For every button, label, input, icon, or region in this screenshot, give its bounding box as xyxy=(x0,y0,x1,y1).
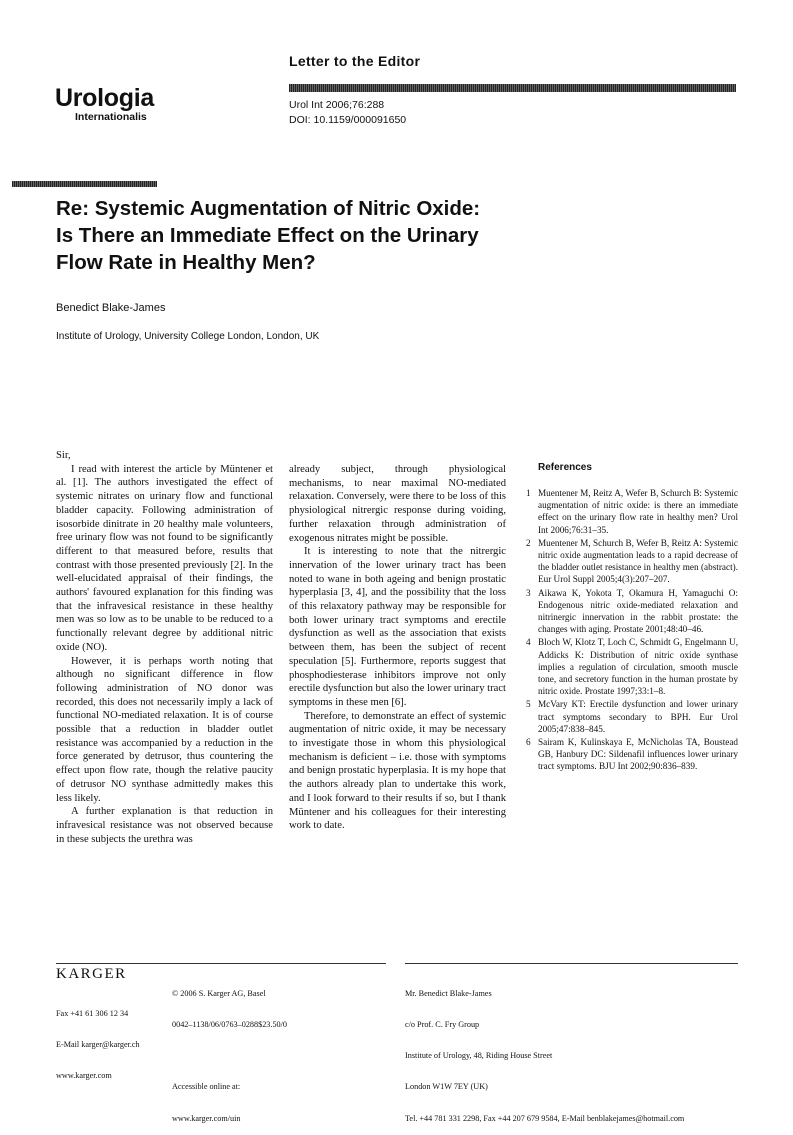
body-column-1 xyxy=(56,449,273,846)
body-paragraph: It is interesting to note that the nitrergic innervation of the lower urinary tract has been noted to wane in both ageing and benign prostatic hyperplasia [3, 4], and the possibility that the loss of this relaxatory pathway may be responsible for both lower urinary tract symptoms and erectile dysfunction as well as the association that exists between them, has been the subject of recent speculation [5]. Furthermore, reports suggest that phosphodiesterase inhibitors improve not only erectile dysfunction but also the lower urinary tract symptoms in these men [6]. xyxy=(289,546,506,708)
accessible-online-label: Accessible online at: xyxy=(172,1082,241,1092)
reference-item xyxy=(526,587,738,636)
copyright-code: 0042–1138/06/0763–0288$23.50/0 xyxy=(172,1020,288,1030)
reference-item xyxy=(526,636,738,697)
spacer xyxy=(172,1051,287,1061)
body-paragraph: However, it is perhaps worth noting that although no significant difference in flow following administration of NO donor was recorded, this does not necessarily imply a lack of functional NO-mediated relaxation. It is of course possible that a reduction in bladder outlet resistance was accompanied by a reduction in the force generated by detrusor, thus countering the effect upon flow rate, though the relative paucity of detrusor NO synthase admittedly makes this less likely. xyxy=(56,655,273,804)
references-list xyxy=(526,487,738,773)
correspondence-line: Institute of Urology, 48, Riding House Street xyxy=(405,1051,553,1061)
reference-text: Bloch W, Klotz T, Loch C, Schmidt G, Engelmann U, Addicks K: Distribution of nitric oxide synthase implies a regulation of circulation, smooth muscle tone, and secretory function in the human prostate by nitric oxide. Prostate 1997;33:1–8. xyxy=(538,637,738,697)
reference-number: 4 xyxy=(526,637,531,648)
reference-item xyxy=(526,736,738,773)
citation-reference: Urol Int 2006;76:288 xyxy=(289,99,385,111)
correspondence-line: c/o Prof. C. Fry Group xyxy=(405,1020,480,1030)
correspondence-block xyxy=(405,968,684,1135)
publisher-logo: KARGER xyxy=(56,966,127,982)
author-affiliation: Institute of Urology, University College London, London, UK xyxy=(56,331,320,342)
salutation: Sir, xyxy=(56,450,71,461)
title-rule xyxy=(12,181,157,187)
copyright-block xyxy=(172,968,287,1135)
body-column-2 xyxy=(289,463,506,833)
reference-number: 5 xyxy=(526,699,531,710)
article-title xyxy=(56,195,616,276)
reference-text: Muentener M, Schurch B, Wefer B, Reitz A: Systemic nitric oxide augmentation leads to a rapid decrease of the bladder outlet resistance in healthy men (abstract). Eur Urol Suppl 2005;4(3):207–207. xyxy=(538,537,738,585)
body-paragraph: A further explanation is that reduction in infravesical resistance was not observed because in these subjects the urethra was xyxy=(56,806,273,845)
correspondence-contact: Tel. +44 781 331 2298, Fax +44 207 679 9584, E-Mail benblakejames@hotmail.com xyxy=(405,1113,685,1123)
header-rule xyxy=(289,84,736,92)
journal-url[interactable]: www.karger.com/uin xyxy=(172,1113,241,1123)
correspondence-line: London W1W 7EY (UK) xyxy=(405,1082,488,1092)
title-line: Re: Systemic Augmentation of Nitric Oxide: xyxy=(56,197,481,220)
reference-number: 3 xyxy=(526,587,531,598)
section-label: Letter to the Editor xyxy=(289,53,421,69)
reference-item xyxy=(526,487,738,536)
reference-text: Muentener M, Reitz A, Wefer B, Schurch B: Systemic augmentation of nitric oxide: is there an immediate effect on the urinary flow rate in healthy men? Urol Int 2006;76:31–35. xyxy=(538,488,738,535)
reference-number: 2 xyxy=(526,537,531,548)
publisher-contact xyxy=(56,988,140,1092)
footer-rule xyxy=(56,963,386,964)
publisher-email[interactable]: E-Mail karger@karger.ch xyxy=(56,1040,140,1050)
publisher-fax: Fax +41 61 306 12 34 xyxy=(56,1008,129,1018)
reference-text: Sairam K, Kulinskaya E, McNicholas TA, Boustead GB, Hanbury DC: Sildenafil influences lower urinary tract symptoms. BJU Int 2002;90:836–839. xyxy=(538,737,738,772)
body-paragraph-continued: already subject, through physiological mechanisms, to near maximal NO-mediated relaxation. Conversely, were there to be loss of this physiological nitrergic response during voiding, further relaxation through administration of exogenous nitrates might be possible. xyxy=(289,464,507,544)
journal-logo-subtitle: Internationalis xyxy=(75,111,147,123)
journal-logo-name: Urologia xyxy=(55,84,154,112)
title-line: Is There an Immediate Effect on the Urinary xyxy=(56,224,479,247)
publisher-website[interactable]: www.karger.com xyxy=(56,1071,112,1081)
reference-item xyxy=(526,698,738,735)
body-paragraph: I read with interest the article by Müntener et al. [1]. The authors investigated the effect of systemic nitrates on urinary flow and functional bladder capacity. Following administration of isosorbide dinitrate in 20 healthy male volunteers, free urinary flow was not found to be significantly different to that measured before, results that contrast with those presented previously [2]. In the well-elucidated appraisal of their findings, the authors' favoured explanation for this finding was that the infravesical resistance in these healthy men was so low as to be unable to be reduced to a functionally relevant degree by additional nitric oxide (NO). xyxy=(56,463,273,653)
title-line: Flow Rate in Healthy Men? xyxy=(56,251,316,274)
reference-item xyxy=(526,537,738,586)
reference-number: 6 xyxy=(526,737,531,748)
copyright-line: © 2006 S. Karger AG, Basel xyxy=(172,988,266,998)
footer-rule xyxy=(405,963,738,964)
citation-doi: DOI: 10.1159/000091650 xyxy=(289,113,407,126)
reference-number: 1 xyxy=(526,488,531,498)
reference-text: McVary KT: Erectile dysfunction and lower urinary tract symptoms secondary to BPH. Eur Urol 2005;47:838–845. xyxy=(538,699,738,734)
author-name: Benedict Blake-James xyxy=(56,302,166,314)
body-paragraph: Therefore, to demonstrate an effect of systemic augmentation of nitric oxide, it may be necessary to investigate those in whom this physiological mechanism is deficient – i.e. those with symptoms and benign prostatic hyperplasia. It is my hope that the authors already plan to undertake this work, and I look forward to their results if so, but I thank Müntener and his colleagues for their interesting work to date. xyxy=(289,710,506,832)
reference-text: Aikawa K, Yokota T, Okamura H, Yamaguchi O: Endogenous nitric oxide-mediated relaxation and nitrinergic innervation in the rabbit prostate: the changes with aging. Prostate 2001;48:40–46. xyxy=(538,587,738,635)
citation xyxy=(289,98,406,127)
correspondence-name: Mr. Benedict Blake-James xyxy=(405,988,492,998)
references-heading: References xyxy=(538,462,592,473)
references-section xyxy=(526,462,738,774)
